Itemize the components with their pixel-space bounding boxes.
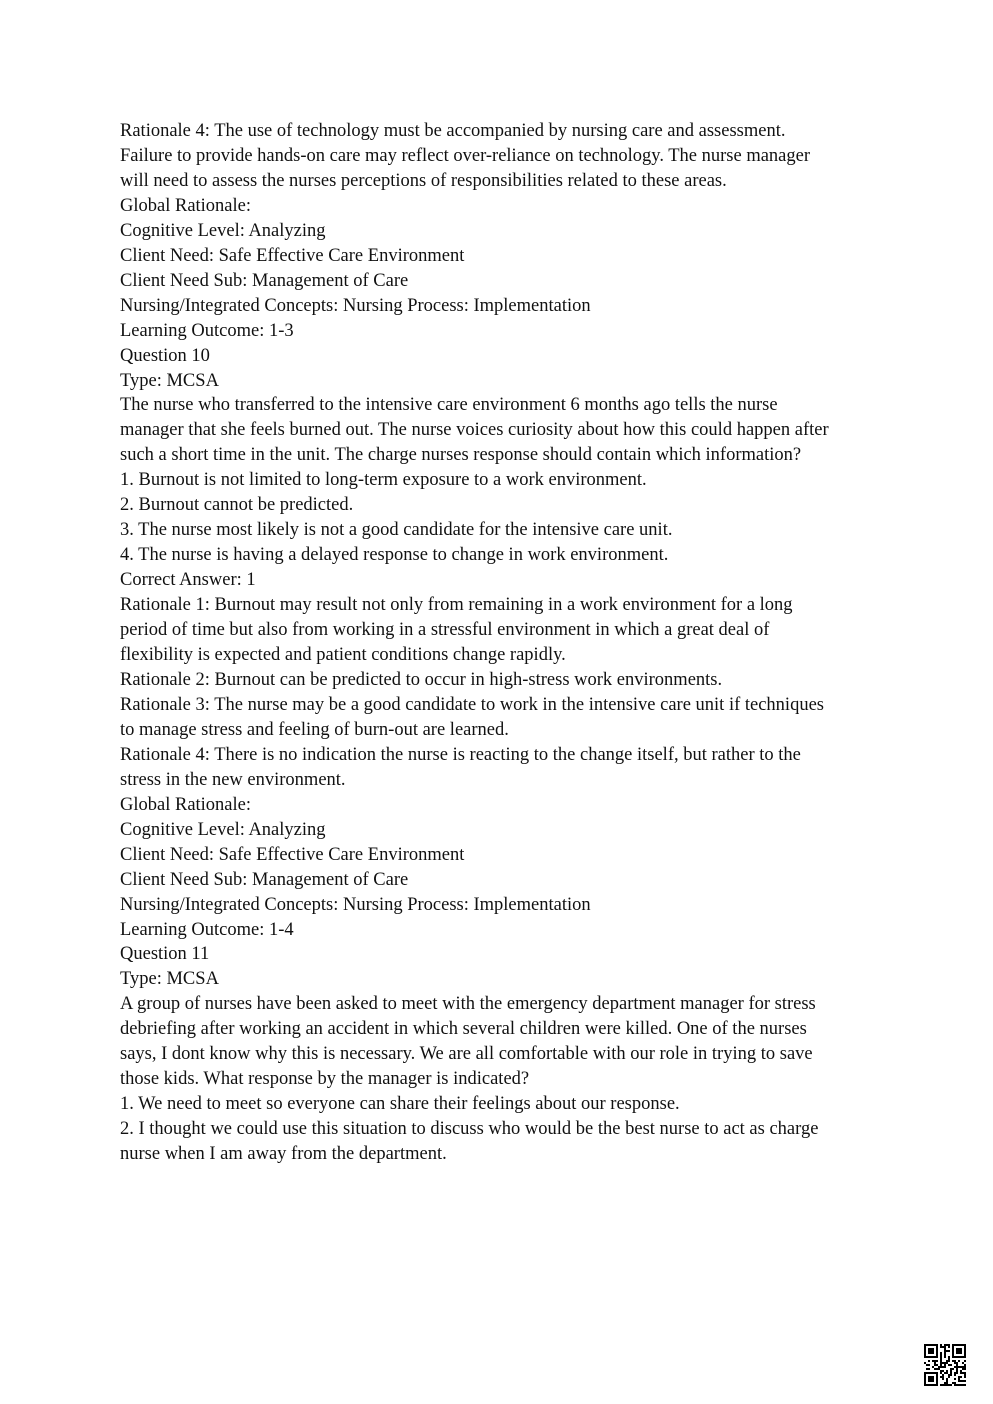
qr-module — [936, 1368, 938, 1370]
qr-module — [958, 1378, 960, 1380]
qr-module — [950, 1370, 952, 1372]
qr-module — [960, 1366, 962, 1368]
qr-module — [948, 1384, 950, 1386]
qr-module — [934, 1368, 936, 1370]
qr-module — [950, 1372, 952, 1374]
qr-module — [964, 1374, 966, 1376]
qr-module — [960, 1376, 962, 1378]
qr-module — [954, 1344, 956, 1346]
qr-module — [936, 1376, 938, 1378]
qr-module — [936, 1364, 938, 1366]
qr-module — [960, 1350, 962, 1352]
qr-module — [940, 1366, 942, 1368]
qr-module — [956, 1356, 958, 1358]
text-line: Type: MCSA — [120, 969, 219, 990]
qr-module — [944, 1384, 946, 1386]
qr-module — [940, 1376, 942, 1378]
text-line: flexibility is expected and patient conditions change rapidly. — [120, 645, 566, 666]
qr-module — [924, 1384, 926, 1386]
qr-module — [942, 1370, 944, 1372]
qr-module — [944, 1362, 946, 1364]
qr-module — [954, 1372, 956, 1374]
qr-module — [936, 1344, 938, 1346]
text-line: Learning Outcome: 1-4 — [120, 919, 294, 940]
qr-module — [948, 1360, 950, 1362]
qr-module — [928, 1384, 930, 1386]
qr-module — [948, 1374, 950, 1376]
qr-module — [964, 1366, 966, 1368]
qr-module — [928, 1364, 930, 1366]
qr-module — [964, 1368, 966, 1370]
qr-module — [936, 1372, 938, 1374]
text-line: 3. The nurse most likely is not a good candidate for the intensive care unit. — [120, 520, 673, 541]
text-line: Correct Answer: 1 — [120, 570, 256, 591]
text-line: Question 10 — [120, 345, 210, 366]
qr-module — [946, 1380, 948, 1382]
qr-module — [956, 1350, 958, 1352]
text-line: 2. I thought we could use this situation to discuss who would be the best nurse to act as charge — [120, 1119, 819, 1140]
text-line: The nurse who transferred to the intensive care environment 6 months ago tells the nurse — [120, 395, 778, 416]
qr-module — [944, 1356, 946, 1358]
qr-module — [946, 1370, 948, 1372]
qr-module — [952, 1346, 954, 1348]
qr-module — [926, 1364, 928, 1366]
qr-module — [932, 1372, 934, 1374]
qr-module — [930, 1372, 932, 1374]
qr-module — [952, 1368, 954, 1370]
qr-module — [942, 1378, 944, 1380]
qr-module — [952, 1352, 954, 1354]
text-line: Cognitive Level: Analyzing — [120, 220, 326, 241]
qr-module — [926, 1368, 928, 1370]
qr-module — [930, 1350, 932, 1352]
qr-module — [964, 1360, 966, 1362]
qr-module — [928, 1348, 930, 1350]
qr-module — [924, 1354, 926, 1356]
qr-module — [960, 1348, 962, 1350]
qr-module — [936, 1360, 938, 1362]
qr-module — [936, 1374, 938, 1376]
qr-module — [944, 1382, 946, 1384]
text-line: to manage stress and feeling of burn-out are learned. — [120, 719, 509, 740]
qr-module — [956, 1352, 958, 1354]
qr-module — [954, 1360, 956, 1362]
qr-module — [932, 1384, 934, 1386]
qr-module — [930, 1352, 932, 1354]
qr-module — [924, 1382, 926, 1384]
qr-module — [930, 1344, 932, 1346]
qr-module — [958, 1376, 960, 1378]
qr-module — [940, 1346, 942, 1348]
qr-module — [952, 1360, 954, 1362]
qr-module — [946, 1360, 948, 1362]
text-line: such a short time in the unit. The charge nurses response should contain which information? — [120, 445, 802, 466]
qr-module — [956, 1362, 958, 1364]
qr-module — [924, 1352, 926, 1354]
qr-module — [942, 1376, 944, 1378]
qr-module — [960, 1384, 962, 1386]
text-line: says, I dont know why this is necessary. We are all comfortable with our role in trying to save — [120, 1044, 813, 1065]
text-line: Client Need: Safe Effective Care Environment — [120, 844, 465, 865]
qr-module — [942, 1366, 944, 1368]
qr-module — [946, 1382, 948, 1384]
text-line: Learning Outcome: 1-3 — [120, 320, 294, 341]
qr-module — [958, 1356, 960, 1358]
qr-module — [936, 1356, 938, 1358]
text-line: Cognitive Level: Analyzing — [120, 819, 326, 840]
qr-module — [964, 1350, 966, 1352]
qr-module — [924, 1362, 926, 1364]
qr-module — [934, 1360, 936, 1362]
qr-module — [924, 1350, 926, 1352]
qr-module — [958, 1344, 960, 1346]
qr-module — [948, 1346, 950, 1348]
qr-module — [964, 1380, 966, 1382]
text-line: debriefing after working an accident in which several children were killed. One of the nurses — [120, 1019, 807, 1040]
qr-module — [964, 1376, 966, 1378]
qr-module — [930, 1380, 932, 1382]
qr-module — [962, 1368, 964, 1370]
qr-module — [948, 1344, 950, 1346]
qr-module — [940, 1370, 942, 1372]
qr-module — [928, 1350, 930, 1352]
qr-module — [930, 1356, 932, 1358]
qr-module — [930, 1348, 932, 1350]
qr-module — [934, 1356, 936, 1358]
qr-module — [932, 1352, 934, 1354]
qr-module — [956, 1344, 958, 1346]
qr-module — [952, 1356, 954, 1358]
qr-module — [960, 1380, 962, 1382]
qr-module — [932, 1378, 934, 1380]
qr-module — [940, 1344, 942, 1346]
qr-module — [958, 1360, 960, 1362]
qr-module — [950, 1364, 952, 1366]
text-line: A group of nurses have been asked to meet with the emergency department manager for stress — [120, 994, 816, 1015]
qr-module — [928, 1376, 930, 1378]
qr-module — [964, 1348, 966, 1350]
qr-module — [944, 1344, 946, 1346]
qr-module — [946, 1372, 948, 1374]
qr-module — [940, 1372, 942, 1374]
qr-module — [938, 1368, 940, 1370]
qr-module — [944, 1372, 946, 1374]
text-line: 2. Burnout cannot be predicted. — [120, 495, 354, 516]
qr-module — [944, 1348, 946, 1350]
text-line: nurse when I am away from the department. — [120, 1144, 447, 1165]
qr-module — [926, 1372, 928, 1374]
qr-code-icon — [924, 1344, 966, 1386]
qr-module — [962, 1380, 964, 1382]
qr-module — [930, 1376, 932, 1378]
qr-module — [958, 1352, 960, 1354]
text-line: period of time but also from working in a stressful environment in which a great deal of — [120, 620, 770, 641]
qr-module — [962, 1356, 964, 1358]
qr-module — [934, 1384, 936, 1386]
qr-module — [940, 1354, 942, 1356]
text-line: Nursing/Integrated Concepts: Nursing Process: Implementation — [120, 295, 591, 316]
text-line: Client Need Sub: Management of Care — [120, 869, 409, 890]
qr-module — [958, 1348, 960, 1350]
qr-module — [948, 1376, 950, 1378]
qr-module — [924, 1378, 926, 1380]
qr-module — [936, 1382, 938, 1384]
text-line: Rationale 4: There is no indication the nurse is reacting to the change itself, but rather to the — [120, 744, 801, 765]
qr-module — [964, 1346, 966, 1348]
qr-module — [948, 1358, 950, 1360]
qr-module — [946, 1384, 948, 1386]
text-line: 1. Burnout is not limited to long-term exposure to a work environment. — [120, 470, 647, 491]
qr-module — [962, 1362, 964, 1364]
qr-module — [940, 1384, 942, 1386]
text-line: 4. The nurse is having a delayed response to change in work environment. — [120, 545, 669, 566]
qr-module — [936, 1384, 938, 1386]
qr-module — [942, 1374, 944, 1376]
qr-module — [924, 1372, 926, 1374]
qr-module — [942, 1384, 944, 1386]
qr-module — [952, 1382, 954, 1384]
qr-module — [954, 1382, 956, 1384]
qr-module — [944, 1364, 946, 1366]
qr-module — [964, 1364, 966, 1366]
qr-module — [956, 1384, 958, 1386]
qr-module — [958, 1350, 960, 1352]
qr-module — [944, 1354, 946, 1356]
qr-module — [964, 1344, 966, 1346]
qr-module — [924, 1348, 926, 1350]
qr-module — [962, 1344, 964, 1346]
text-line: Global Rationale: — [120, 195, 252, 216]
qr-module — [940, 1360, 942, 1362]
qr-module — [932, 1344, 934, 1346]
qr-module — [956, 1364, 958, 1366]
qr-module — [932, 1356, 934, 1358]
qr-module — [956, 1368, 958, 1370]
qr-module — [956, 1372, 958, 1374]
document-body — [120, 119, 900, 1167]
qr-module — [924, 1376, 926, 1378]
qr-module — [932, 1376, 934, 1378]
qr-module — [928, 1378, 930, 1380]
qr-module — [932, 1360, 934, 1362]
qr-module — [940, 1358, 942, 1360]
qr-module — [938, 1366, 940, 1368]
qr-module — [940, 1356, 942, 1358]
qr-module — [948, 1356, 950, 1358]
qr-module — [956, 1370, 958, 1372]
qr-module — [952, 1354, 954, 1356]
text-line: Question 11 — [120, 944, 210, 965]
qr-module — [946, 1344, 948, 1346]
qr-module — [926, 1356, 928, 1358]
qr-module — [960, 1356, 962, 1358]
qr-module — [954, 1356, 956, 1358]
qr-module — [934, 1344, 936, 1346]
qr-module — [946, 1362, 948, 1364]
text-line: Nursing/Integrated Concepts: Nursing Process: Implementation — [120, 894, 591, 915]
qr-module — [958, 1366, 960, 1368]
qr-module — [942, 1346, 944, 1348]
qr-module — [944, 1366, 946, 1368]
qr-module — [964, 1356, 966, 1358]
text-line: Rationale 2: Burnout can be predicted to occur in high-stress work environments. — [120, 669, 723, 690]
qr-module — [936, 1352, 938, 1354]
text-line: stress in the new environment. — [120, 769, 346, 790]
qr-module — [942, 1362, 944, 1364]
qr-module — [928, 1356, 930, 1358]
qr-module — [948, 1364, 950, 1366]
qr-module — [960, 1344, 962, 1346]
text-line: those kids. What response by the manager is indicated? — [120, 1069, 530, 1090]
qr-module — [928, 1352, 930, 1354]
qr-module — [952, 1348, 954, 1350]
qr-module — [936, 1350, 938, 1352]
qr-module — [944, 1346, 946, 1348]
qr-module — [962, 1372, 964, 1374]
qr-module — [944, 1350, 946, 1352]
qr-module — [934, 1372, 936, 1374]
qr-module — [924, 1380, 926, 1382]
qr-module — [954, 1384, 956, 1386]
qr-module — [946, 1378, 948, 1380]
qr-module — [930, 1384, 932, 1386]
qr-module — [932, 1348, 934, 1350]
text-line: Client Need: Safe Effective Care Environment — [120, 245, 465, 266]
qr-module — [928, 1360, 930, 1362]
qr-module — [944, 1352, 946, 1354]
qr-module — [924, 1344, 926, 1346]
qr-module — [954, 1366, 956, 1368]
qr-module — [928, 1368, 930, 1370]
qr-module — [948, 1350, 950, 1352]
qr-module — [964, 1352, 966, 1354]
qr-module — [932, 1380, 934, 1382]
qr-module — [936, 1346, 938, 1348]
qr-module — [962, 1384, 964, 1386]
text-line: Client Need Sub: Management of Care — [120, 270, 409, 291]
qr-module — [924, 1356, 926, 1358]
text-line: will need to assess the nurses perceptions of responsibilities related to these areas. — [120, 170, 727, 191]
qr-module — [964, 1372, 966, 1374]
text-line: Rationale 4: The use of technology must be accompanied by nursing care and assessment. — [120, 121, 786, 141]
qr-module — [958, 1384, 960, 1386]
qr-module — [954, 1374, 956, 1376]
qr-module — [928, 1380, 930, 1382]
qr-module — [956, 1366, 958, 1368]
qr-module — [934, 1362, 936, 1364]
qr-module — [954, 1378, 956, 1380]
qr-module — [964, 1384, 966, 1386]
qr-module — [940, 1362, 942, 1364]
text-line: Failure to provide hands-on care may reflect over-reliance on technology. The nurse manager — [120, 145, 811, 166]
qr-module — [960, 1352, 962, 1354]
text-line: Rationale 3: The nurse may be a good candidate to work in the intensive care unit if techniques — [120, 694, 824, 715]
qr-module — [950, 1384, 952, 1386]
qr-module — [964, 1354, 966, 1356]
qr-module — [926, 1384, 928, 1386]
qr-module — [960, 1372, 962, 1374]
qr-module — [946, 1350, 948, 1352]
qr-module — [940, 1352, 942, 1354]
qr-module — [928, 1372, 930, 1374]
text-line: Type: MCSA — [120, 370, 219, 391]
qr-module — [960, 1370, 962, 1372]
qr-module — [936, 1354, 938, 1356]
qr-module — [956, 1348, 958, 1350]
qr-module — [932, 1350, 934, 1352]
text-line: manager that she feels burned out. The nurse voices curiosity about how this could happen after — [120, 420, 829, 441]
qr-module — [962, 1366, 964, 1368]
qr-module — [950, 1374, 952, 1376]
qr-module — [932, 1366, 934, 1368]
qr-module — [936, 1348, 938, 1350]
qr-module — [952, 1344, 954, 1346]
text-line: Global Rationale: — [120, 794, 252, 815]
qr-module — [934, 1364, 936, 1366]
qr-module — [950, 1368, 952, 1370]
text-line: 1. We need to meet so everyone can share their feelings about our response. — [120, 1094, 680, 1115]
qr-module — [924, 1374, 926, 1376]
qr-module — [924, 1346, 926, 1348]
qr-module — [952, 1350, 954, 1352]
qr-module — [954, 1362, 956, 1364]
qr-module — [936, 1380, 938, 1382]
qr-module — [958, 1380, 960, 1382]
qr-module — [928, 1344, 930, 1346]
qr-module — [936, 1378, 938, 1380]
qr-module — [930, 1378, 932, 1380]
text-line: Rationale 1: Burnout may result not only from remaining in a work environment for a long — [120, 595, 793, 616]
qr-module — [926, 1344, 928, 1346]
qr-module — [940, 1364, 942, 1366]
